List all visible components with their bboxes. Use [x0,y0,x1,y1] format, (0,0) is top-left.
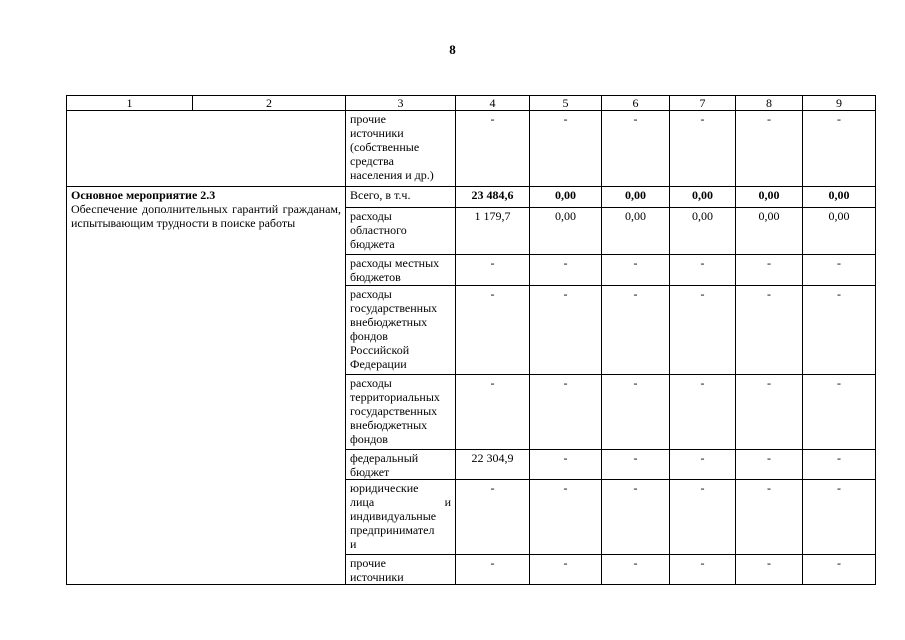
funding-source-label: федеральный бюджет [350,451,419,479]
value-cell: - [456,555,530,585]
value-cell: - [803,555,876,585]
funding-source-cell [346,450,456,480]
value-cell: - [803,375,876,450]
value-cell: - [803,255,876,286]
funding-source-label: прочие источники (собственные средства населения и др.) [350,112,434,182]
funding-source-label: расходы территориальных государственных внебюджетных фондов [350,376,440,446]
funding-source-label: расходы местных бюджетов [350,256,440,284]
label-word: лица [350,495,375,509]
funding-source-cell [346,375,456,450]
value-cell: 0,00 [803,208,876,255]
value-cell: 1 179,7 [456,208,530,255]
value-cell: - [803,286,876,375]
value-cell: 0,00 [736,187,803,208]
value-cell: - [736,480,803,555]
value-cell: 23 484,6 [456,187,530,208]
column-header: 4 [456,96,530,111]
funding-source-cell [346,286,456,375]
table-row [67,111,876,187]
column-header: 6 [602,96,670,111]
label-word: предпринимател [350,523,435,537]
value-cell: - [530,555,602,585]
funding-source-label: расходы областного бюджета [350,209,407,251]
value-cell: - [456,286,530,375]
funding-source-label: расходы государственных внебюджетных фондов Российской Федерации [350,287,438,371]
value-cell: 22 304,9 [456,450,530,480]
value-cell: 0,00 [530,208,602,255]
funding-source-cell [346,111,456,187]
column-header: 5 [530,96,602,111]
value-cell: 0,00 [803,187,876,208]
value-cell: - [456,255,530,286]
value-cell: - [602,450,670,480]
value-cell: - [803,111,876,187]
value-cell: - [670,286,736,375]
value-cell: - [803,450,876,480]
funding-source-label [350,481,451,551]
label-word: юридические [350,481,419,495]
label-word: и [350,537,357,551]
value-cell: - [602,480,670,555]
value-cell: - [602,111,670,187]
funding-source-cell [346,208,456,255]
value-cell: - [736,111,803,187]
value-cell: 0,00 [670,208,736,255]
value-cell: - [736,286,803,375]
value-cell: - [456,111,530,187]
value-cell: - [530,111,602,187]
value-cell: - [736,375,803,450]
value-cell: - [530,450,602,480]
measure-description: Обеспечение дополнительных гарантий гражданам, испытывающим трудности в поиске работы [71,202,341,230]
value-cell: - [670,255,736,286]
value-cell: - [602,375,670,450]
budget-table [66,95,876,585]
column-header: 1 [67,96,193,111]
value-cell: - [670,375,736,450]
value-cell: - [736,555,803,585]
value-cell: - [530,255,602,286]
value-cell: - [736,450,803,480]
value-cell: - [602,286,670,375]
value-cell: - [456,480,530,555]
value-cell: - [530,375,602,450]
funding-source-cell [346,555,456,585]
funding-source-cell [346,187,456,208]
funding-source-label: прочие источники [350,556,404,584]
value-cell: - [456,375,530,450]
page-number: 8 [449,42,456,57]
value-cell: - [670,555,736,585]
value-cell: 0,00 [670,187,736,208]
value-cell: - [670,480,736,555]
empty-cell [67,111,346,187]
funding-source-cell [346,255,456,286]
value-cell: 0,00 [602,187,670,208]
value-cell: 0,00 [530,187,602,208]
measure-title: Основное мероприятие 2.3 [71,188,216,202]
label-word: индивидуальные [350,509,437,523]
value-cell: - [530,480,602,555]
value-cell: - [803,480,876,555]
value-cell: - [602,255,670,286]
value-cell: - [670,450,736,480]
value-cell: - [530,286,602,375]
value-cell: - [602,555,670,585]
value-cell: - [736,255,803,286]
column-header: 7 [670,96,736,111]
funding-source-label: Всего, в т.ч. [350,188,411,202]
funding-source-cell [346,480,456,555]
value-cell: 0,00 [736,208,803,255]
column-header: 2 [193,96,346,111]
value-cell: 0,00 [602,208,670,255]
column-header: 3 [346,96,456,111]
column-header: 9 [803,96,876,111]
measure-cell [67,187,346,585]
label-word: и [444,495,451,509]
column-number-row [67,96,876,111]
table-row-total [67,187,876,208]
column-header: 8 [736,96,803,111]
value-cell: - [670,111,736,187]
